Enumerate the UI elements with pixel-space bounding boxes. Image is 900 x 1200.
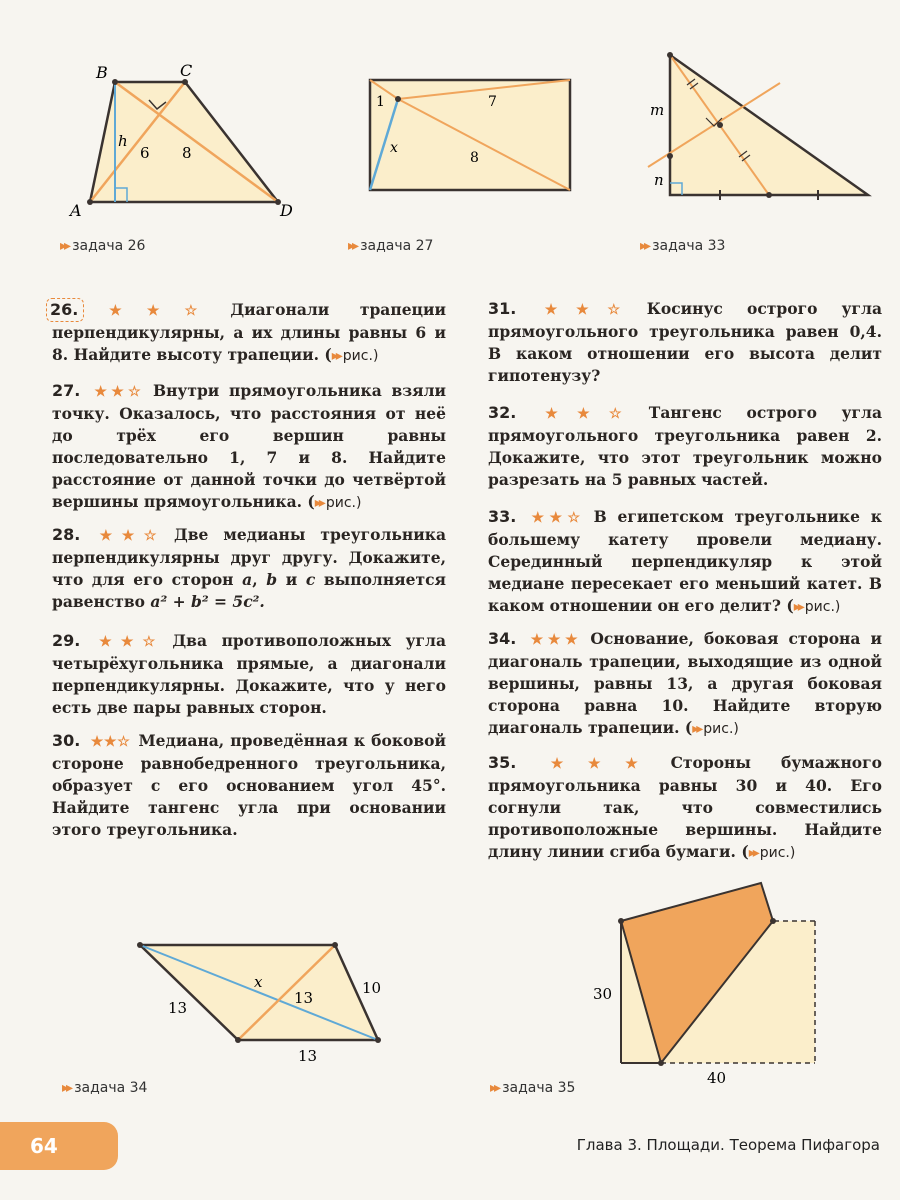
page-number: 64 (0, 1122, 118, 1170)
problem-number: 31. (488, 299, 517, 318)
label-x: x (254, 973, 263, 991)
figure-ref-link[interactable]: ▸▸ рис.) (314, 495, 362, 511)
problem-29: 29. ★★☆ Два противоположных угла четырёхугольника прямые, а диагонали перпендикулярны. Докажите, что у него есть две пары равных сторон. (52, 631, 446, 717)
caption-35: ▸▸ задача 35 (490, 1080, 576, 1096)
label-8: 8 (182, 144, 192, 162)
figure-ref-link[interactable]: ▸▸ рис.) (748, 845, 796, 861)
label-13-base: 13 (298, 1047, 318, 1065)
label-30: 30 (593, 985, 613, 1003)
problem-32: 32. ★★☆ Тангенс острого угла прямоугольного треугольника равен 2. Докажите, что этот треугольник можно разрезать на 5 равных частей. (488, 403, 882, 489)
problem-30: 30. ★★☆ Медиана, проведённая к боковой стороне равнобедренного треугольника, образует с его основанием угол 45°. Найдите тангенс угла при основании этого треугольника. (52, 731, 446, 839)
problem-number: 32. (488, 403, 517, 422)
problem-number: 33. (488, 507, 517, 526)
problem-number: 28. (52, 525, 81, 544)
figure-ref-link[interactable]: ▸▸ рис.) (793, 599, 841, 615)
label-7: 7 (488, 94, 497, 110)
label-D: D (280, 201, 293, 220)
label-40: 40 (707, 1069, 727, 1087)
caption-33: ▸▸ задача 33 (640, 238, 726, 254)
difficulty-stars-icon: ★★☆ (526, 510, 586, 526)
problem-26: 26. ★★☆ Диагонали трапеции перпендикулярны, а их длины равны 6 и 8. Найдите высоту трапеции. (▸▸ рис.) (52, 298, 446, 367)
label-m: m (650, 101, 665, 119)
problem-34: 34. ★★★ Основание, боковая сторона и диагональ трапеции, выходящие из одной вершины, равны 13, а другая боковая сторона равна 10. Найдите вторую диагональ трапеции. (▸▸ рис.) (488, 629, 882, 737)
caption-27: ▸▸ задача 27 (348, 238, 434, 254)
label-1: 1 (376, 94, 385, 110)
equation: a² + b² = 5c². (150, 592, 265, 611)
figure-ref-link[interactable]: ▸▸ рис.) (692, 721, 739, 737)
label-8: 8 (470, 150, 479, 166)
label-n: n (654, 171, 664, 189)
difficulty-stars-icon: ★★☆ (84, 303, 223, 319)
problem-28: 28. ★★☆ Две медианы треугольника перпендикулярны друг другу. Докажите, что для его сторон a, b и c выполняется равенство a² + b² = 5c². (52, 525, 446, 611)
figure-26 (60, 60, 320, 230)
problem-33: 33. ★★☆ В египетском треугольнике к большему катету провели медиану. Серединный перпендикуляр к этой медиане пересекает его меньший катет. В каком отношении он его делит? (▸▸ рис.) (488, 507, 883, 615)
label-10: 10 (362, 979, 382, 997)
chapter-footer: Глава 3. Площади. Теорема Пифагора (576, 1136, 880, 1154)
label-13-diag: 13 (294, 989, 314, 1007)
difficulty-stars-icon: ★★☆ (90, 734, 131, 750)
figure-33 (640, 45, 880, 215)
problem-27: 27. ★★☆ Внутри прямоугольника взяли точку. Оказалось, что расстояния от неё до трёх его вершин равны последовательно 1, 7 и 8. Найдите расстояние от данной точки до четвёртой вершины прямоугольника. (▸▸ рис.) (52, 381, 447, 511)
label-B: B (96, 63, 108, 82)
difficulty-stars-icon: ★★★ (526, 632, 583, 648)
problem-number: 34. (488, 629, 517, 648)
figure-34 (130, 935, 400, 1065)
label-h: h (118, 132, 128, 150)
figure-35 (585, 875, 835, 1087)
difficulty-stars-icon: ★★☆ (90, 634, 165, 650)
figure-27 (360, 70, 580, 200)
difficulty-stars-icon: ★★☆ (526, 302, 639, 318)
label-x: x (390, 140, 398, 156)
label-A: A (70, 201, 82, 220)
figure-ref-link[interactable]: ▸▸ рис.) (331, 348, 379, 364)
difficulty-stars-icon: ★★☆ (90, 384, 145, 400)
label-6: 6 (140, 144, 150, 162)
problem-number: 27. (52, 381, 81, 400)
caption-26: ▸▸ задача 26 (60, 238, 146, 254)
difficulty-stars-icon: ★★★ (526, 756, 663, 772)
problem-number: 26. (46, 298, 84, 322)
problem-number: 30. (52, 731, 81, 750)
problem-31: 31. ★★☆ Косинус острого угла прямоугольного треугольника равен 0,4. В каком отношении его высота делит гипотенузу? (488, 299, 882, 385)
problem-35: 35. ★★★ Стороны бумажного прямоугольника равны 30 и 40. Его согнули так, что совместились противоположные вершины. Найдите длину линии сгиба бумаги. (▸▸ рис.) (488, 753, 882, 861)
difficulty-stars-icon: ★★☆ (526, 406, 641, 422)
problem-number: 35. (488, 753, 517, 772)
difficulty-stars-icon: ★★☆ (90, 528, 166, 544)
label-C: C (180, 61, 193, 80)
problem-number: 29. (52, 631, 81, 650)
label-13-side: 13 (168, 999, 188, 1017)
caption-34: ▸▸ задача 34 (62, 1080, 148, 1096)
